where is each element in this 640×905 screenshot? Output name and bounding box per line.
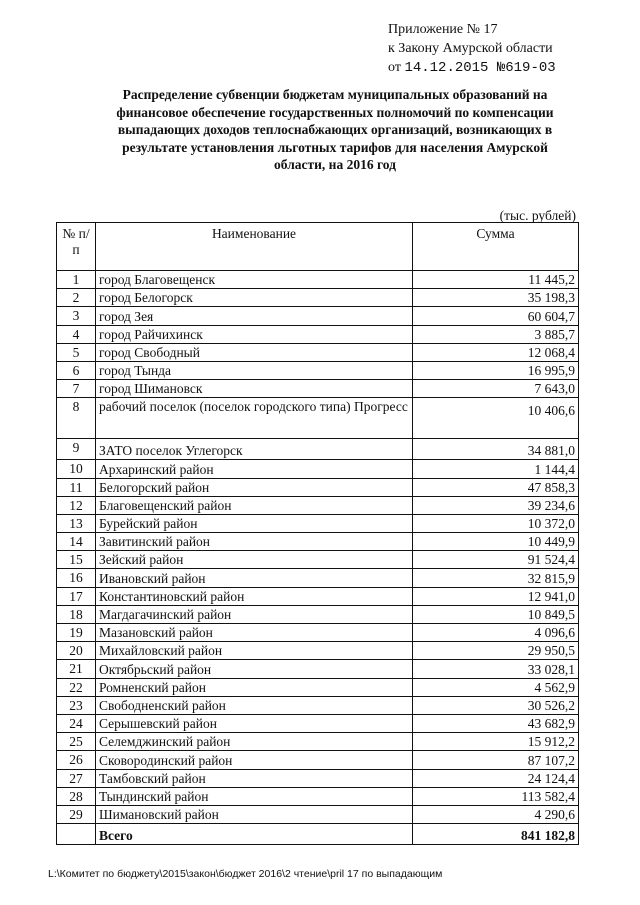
row-number: 26 <box>57 751 96 769</box>
table-row <box>57 714 579 732</box>
table-row <box>57 787 579 805</box>
row-sum: 3 885,7 <box>413 325 579 343</box>
row-name: город Райчихинск <box>96 325 413 343</box>
subsidy-table <box>56 222 579 845</box>
table-row <box>57 533 579 551</box>
table-row <box>57 733 579 751</box>
row-number: 24 <box>57 714 96 732</box>
row-sum: 12 068,4 <box>413 343 579 361</box>
table-row <box>57 380 579 398</box>
table-body <box>57 271 579 845</box>
row-sum: 12 941,0 <box>413 587 579 605</box>
table-row <box>57 696 579 714</box>
table-row <box>57 496 579 514</box>
row-name: Тындинский район <box>96 787 413 805</box>
row-sum: 29 950,5 <box>413 642 579 660</box>
table-row <box>57 642 579 660</box>
row-number: 8 <box>57 398 96 439</box>
row-number: 1 <box>57 271 96 289</box>
row-name: Магдагачинский район <box>96 605 413 623</box>
row-number: 2 <box>57 289 96 307</box>
row-name: ЗАТО поселок Углегорск <box>96 439 413 460</box>
total-num <box>57 824 96 845</box>
table-row <box>57 587 579 605</box>
row-number: 25 <box>57 733 96 751</box>
row-number: 17 <box>57 587 96 605</box>
file-path-footer: L:\Комитет по бюджету\2015\закон\бюджет 2016\2 чтение\pril 17 по выпадающим <box>48 868 443 880</box>
header-num: № п/п <box>57 223 96 271</box>
row-number: 29 <box>57 805 96 823</box>
row-name: Сковородинский район <box>96 751 413 769</box>
table-row <box>57 325 579 343</box>
row-name: город Шимановск <box>96 380 413 398</box>
row-sum: 30 526,2 <box>413 696 579 714</box>
row-sum: 32 815,9 <box>413 569 579 587</box>
table-row <box>57 678 579 696</box>
appendix-date-prefix: от <box>388 60 401 75</box>
appendix-date-line <box>388 58 556 78</box>
table-row <box>57 271 579 289</box>
row-name: рабочий поселок (поселок городского типа) Прогресс <box>96 398 413 439</box>
row-name: Благовещенский район <box>96 496 413 514</box>
row-sum: 4 290,6 <box>413 805 579 823</box>
row-sum: 43 682,9 <box>413 714 579 732</box>
table-row <box>57 439 579 460</box>
table-row <box>57 805 579 823</box>
row-number: 27 <box>57 769 96 787</box>
table-row <box>57 514 579 532</box>
row-name: город Благовещенск <box>96 271 413 289</box>
row-name: Зейский район <box>96 551 413 569</box>
row-name: Селемджинский район <box>96 733 413 751</box>
row-sum: 4 562,9 <box>413 678 579 696</box>
row-number: 15 <box>57 551 96 569</box>
row-number: 9 <box>57 439 96 460</box>
row-number: 3 <box>57 307 96 325</box>
appendix-header <box>388 20 556 78</box>
table-row <box>57 398 579 439</box>
row-sum: 4 096,6 <box>413 624 579 642</box>
row-name: Константиновский район <box>96 587 413 605</box>
row-number: 7 <box>57 380 96 398</box>
row-sum: 10 406,6 <box>413 398 579 439</box>
row-name: Свободненский район <box>96 696 413 714</box>
row-sum: 47 858,3 <box>413 478 579 496</box>
table-row <box>57 307 579 325</box>
row-name: Михайловский район <box>96 642 413 660</box>
row-sum: 87 107,2 <box>413 751 579 769</box>
row-number: 21 <box>57 660 96 678</box>
row-name: город Тында <box>96 361 413 379</box>
row-number: 13 <box>57 514 96 532</box>
row-name: Шимановский район <box>96 805 413 823</box>
table-row <box>57 751 579 769</box>
row-sum: 16 995,9 <box>413 361 579 379</box>
row-sum: 34 881,0 <box>413 439 579 460</box>
total-label: Всего <box>96 824 413 845</box>
row-name: Ивановский район <box>96 569 413 587</box>
row-sum: 15 912,2 <box>413 733 579 751</box>
row-number: 18 <box>57 605 96 623</box>
table-row <box>57 660 579 678</box>
row-sum: 113 582,4 <box>413 787 579 805</box>
row-sum: 7 643,0 <box>413 380 579 398</box>
table-row <box>57 569 579 587</box>
row-name: Октябрьский район <box>96 660 413 678</box>
row-number: 10 <box>57 460 96 478</box>
row-name: город Зея <box>96 307 413 325</box>
row-sum: 10 449,9 <box>413 533 579 551</box>
table-row <box>57 343 579 361</box>
appendix-law-ref: к Закону Амурской области <box>388 41 553 56</box>
row-number: 11 <box>57 478 96 496</box>
row-name: Бурейский район <box>96 514 413 532</box>
document-title: Распределение субвенции бюджетам муниципальных образований на финансовое обеспечение государственных полномочий по компенсации выпадающих доходов теплоснабжающих организаций, возникающих в результате установления льготных тарифов для населения Амурской области, на 2016 год <box>116 87 554 172</box>
table-row <box>57 605 579 623</box>
table-row <box>57 769 579 787</box>
row-name: Серышевский район <box>96 714 413 732</box>
total-sum: 841 182,8 <box>413 824 579 845</box>
row-name: Ромненский район <box>96 678 413 696</box>
row-number: 16 <box>57 569 96 587</box>
row-number: 4 <box>57 325 96 343</box>
header-name: Наименование <box>96 223 413 271</box>
row-name: Архаринский район <box>96 460 413 478</box>
appendix-number: Приложение № 17 <box>388 22 498 37</box>
row-sum: 91 524,4 <box>413 551 579 569</box>
row-name: Мазановский район <box>96 624 413 642</box>
row-number: 20 <box>57 642 96 660</box>
row-number: 28 <box>57 787 96 805</box>
table-row <box>57 551 579 569</box>
row-number: 22 <box>57 678 96 696</box>
row-sum: 10 372,0 <box>413 514 579 532</box>
row-sum: 10 849,5 <box>413 605 579 623</box>
table-row <box>57 624 579 642</box>
row-number: 5 <box>57 343 96 361</box>
row-sum: 11 445,2 <box>413 271 579 289</box>
row-number: 23 <box>57 696 96 714</box>
appendix-date-value: 14.12.2015 №619-03 <box>404 60 556 76</box>
row-number: 19 <box>57 624 96 642</box>
table-row <box>57 460 579 478</box>
row-name: Белогорский район <box>96 478 413 496</box>
table-row <box>57 289 579 307</box>
table-row <box>57 361 579 379</box>
row-number: 12 <box>57 496 96 514</box>
row-sum: 60 604,7 <box>413 307 579 325</box>
row-name: город Свободный <box>96 343 413 361</box>
table-row <box>57 478 579 496</box>
row-sum: 39 234,6 <box>413 496 579 514</box>
row-sum: 24 124,4 <box>413 769 579 787</box>
row-sum: 1 144,4 <box>413 460 579 478</box>
row-name: город Белогорск <box>96 289 413 307</box>
table-header-row <box>57 223 579 271</box>
total-row <box>57 824 579 845</box>
row-sum: 35 198,3 <box>413 289 579 307</box>
row-name: Тамбовский район <box>96 769 413 787</box>
units-label: (тыс. рублей) <box>499 208 576 223</box>
row-number: 14 <box>57 533 96 551</box>
header-sum: Сумма <box>413 223 579 271</box>
row-number: 6 <box>57 361 96 379</box>
row-name: Завитинский район <box>96 533 413 551</box>
row-sum: 33 028,1 <box>413 660 579 678</box>
